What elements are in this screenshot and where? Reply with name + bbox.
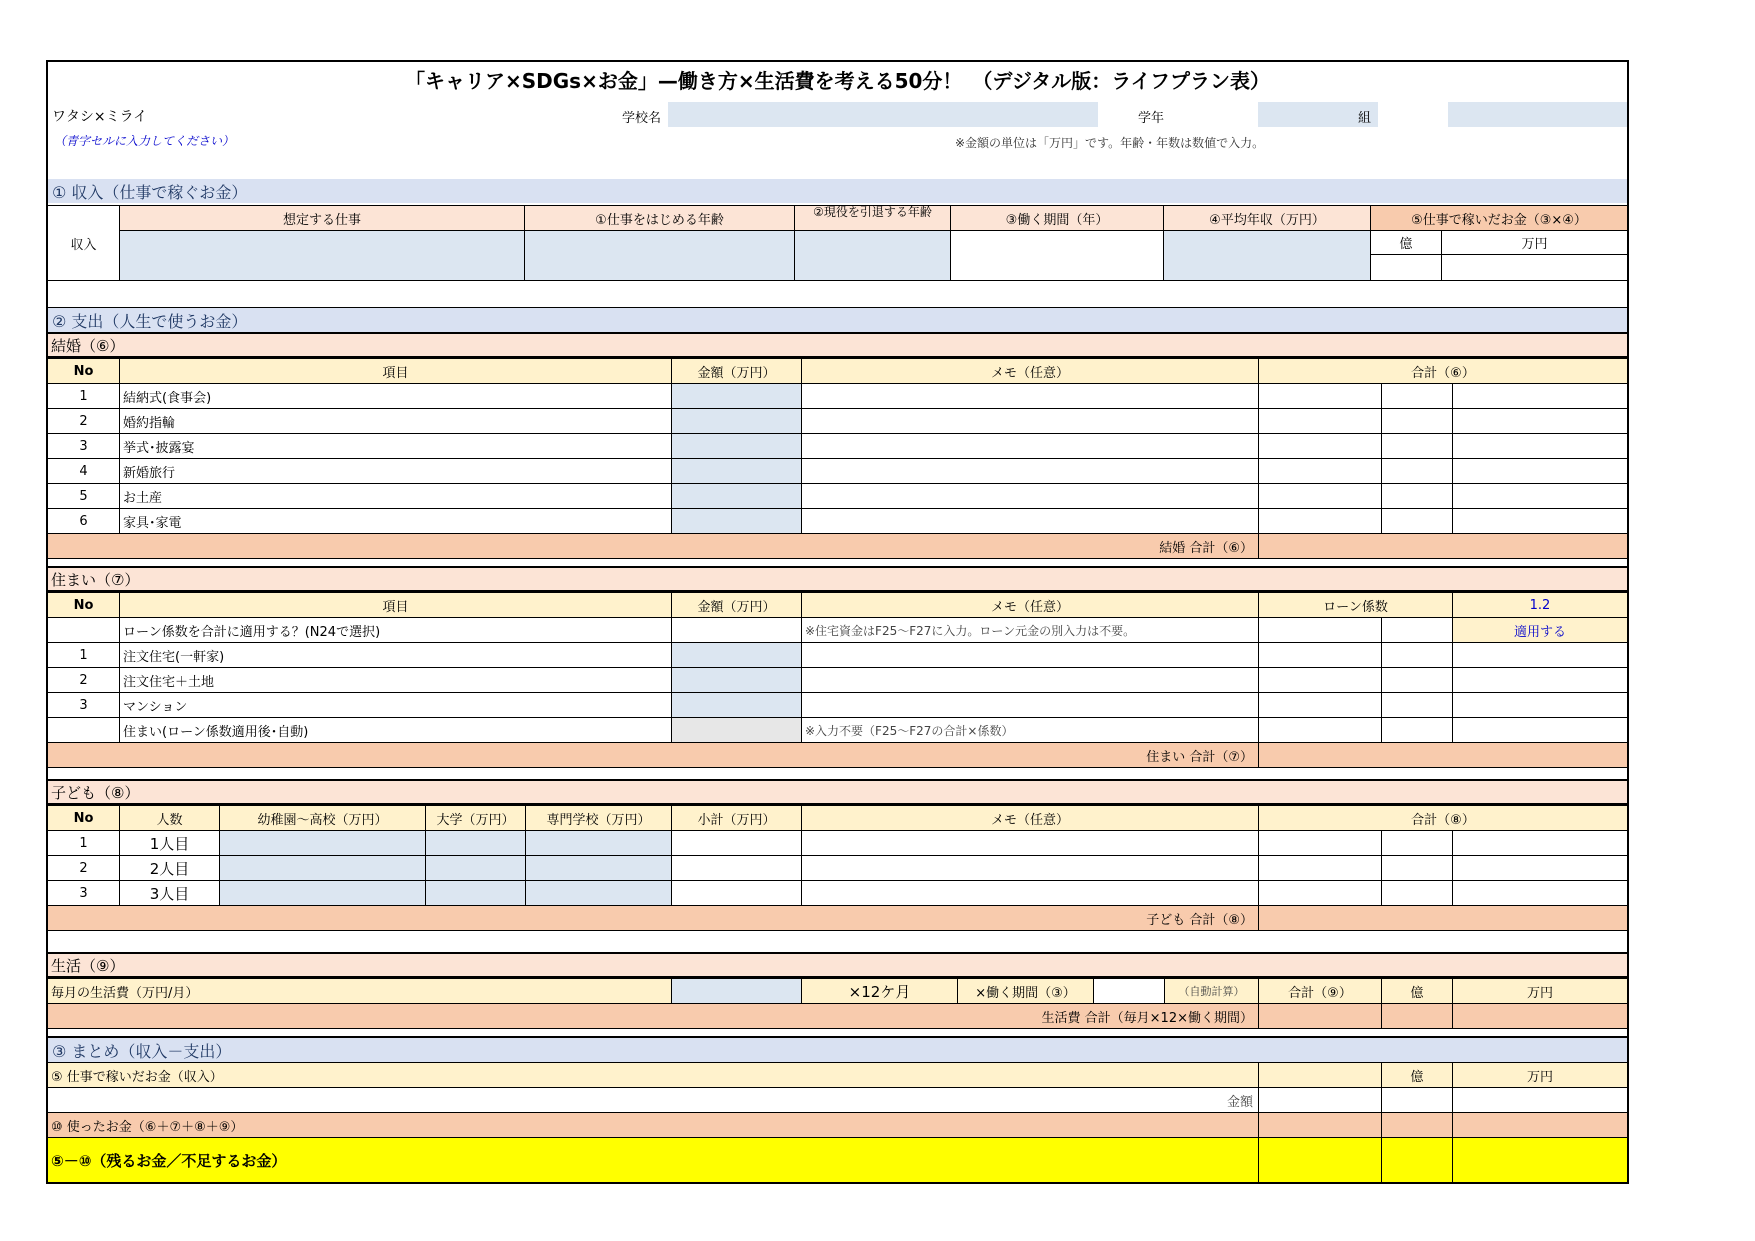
- marriage-row-no: 4: [48, 458, 120, 484]
- housing-row-item: 注文住宅(一軒家): [119, 642, 672, 668]
- summary-remain-manyen: [1452, 1137, 1627, 1182]
- children-row-no: 1: [48, 830, 120, 856]
- marriage-col-total: 合計（⑥）: [1258, 358, 1627, 384]
- start-age-input[interactable]: [524, 230, 795, 281]
- marriage-total-cell-a: [1258, 433, 1382, 459]
- children-row-count: 2人目: [119, 855, 220, 881]
- children-subtotal: [671, 830, 802, 856]
- children-row-no: 2: [48, 855, 120, 881]
- life-plan-sheet: [46, 60, 1629, 1184]
- brand-label: ワタシ×ミライ: [52, 109, 148, 125]
- univ-cost-input[interactable]: [425, 880, 526, 906]
- housing-title: 住まい（⑦）: [48, 566, 1627, 592]
- marriage-total-cell-a: [1258, 383, 1382, 409]
- marriage-total-cell-c: [1452, 433, 1627, 459]
- housing-auto-amount: [671, 717, 802, 743]
- children-cell-b: [1381, 855, 1453, 881]
- univ-cost-input[interactable]: [425, 830, 526, 856]
- marriage-memo-input[interactable]: [801, 508, 1259, 534]
- children-cell-a: [1258, 880, 1382, 906]
- housing-apply-cell-b: [1381, 617, 1453, 643]
- k12-cost-input[interactable]: [219, 855, 426, 881]
- living-total-label: 生活費 合計（毎月×12×働く期間）: [48, 1003, 1259, 1029]
- income-col-period: ③働く期間（年）: [950, 205, 1164, 231]
- living-title: 生活（⑨）: [48, 952, 1627, 978]
- housing-col-coef: ローン係数: [1258, 592, 1453, 618]
- marriage-title: 結婚（⑥）: [48, 332, 1627, 358]
- housing-col-item: 項目: [119, 592, 672, 618]
- children-cell-c: [1452, 880, 1627, 906]
- marriage-amount-input[interactable]: [671, 508, 802, 534]
- income-oku-label: 億: [1370, 230, 1442, 255]
- name-input[interactable]: [1448, 102, 1627, 127]
- income-col-start-age: ①仕事をはじめる年齢: [524, 205, 795, 231]
- children-total-value: [1258, 905, 1627, 931]
- children-row-count: 3人目: [119, 880, 220, 906]
- marriage-total-cell-b: [1381, 433, 1453, 459]
- housing-cell-b: [1381, 642, 1453, 668]
- summary-amount-label: 金額: [48, 1087, 1259, 1113]
- marriage-col-no: No: [48, 358, 120, 384]
- housing-col-memo: メモ（任意）: [801, 592, 1259, 618]
- housing-apply-amount: [671, 617, 802, 643]
- marriage-memo-input[interactable]: [801, 433, 1259, 459]
- marriage-total-cell-b: [1381, 458, 1453, 484]
- summary-spent-label: ⑩ 使ったお金（⑥＋⑦＋⑧＋⑨）: [48, 1112, 1259, 1138]
- summary-remain-a: [1258, 1137, 1382, 1182]
- work-period-value: [950, 230, 1164, 281]
- living-total-oku: [1381, 1003, 1453, 1029]
- loan-apply-select[interactable]: 適用する: [1452, 617, 1627, 643]
- housing-apply-no: [48, 617, 120, 643]
- children-cell-c: [1452, 830, 1627, 856]
- marriage-row-item: 新婚旅行: [119, 458, 672, 484]
- housing-auto-no: [48, 717, 120, 743]
- housing-cell-b: [1381, 692, 1453, 718]
- children-subtotal: [671, 855, 802, 881]
- vocational-cost-input[interactable]: [525, 880, 672, 906]
- housing-cell-a: [1258, 692, 1382, 718]
- housing-total-value: [1258, 742, 1627, 768]
- summary-remain-oku: [1381, 1137, 1453, 1182]
- marriage-total-cell-c: [1452, 408, 1627, 434]
- input-note: （青字セルに入力してください）: [54, 134, 235, 148]
- spacer-line: [48, 280, 1627, 308]
- housing-row-no: 2: [48, 667, 120, 693]
- housing-auto-memo: ※入力不要（F25〜F27の合計×係数）: [801, 717, 1259, 743]
- marriage-total-cell-b: [1381, 483, 1453, 509]
- summary-spent-oku: [1381, 1112, 1453, 1138]
- marriage-amount-input[interactable]: [671, 383, 802, 409]
- marriage-row-item: 婚約指輪: [119, 408, 672, 434]
- retire-age-input[interactable]: [794, 230, 951, 281]
- loan-coef-value[interactable]: 1.2: [1452, 592, 1627, 618]
- children-subtotal: [671, 880, 802, 906]
- housing-cell-a: [1258, 642, 1382, 668]
- marriage-total-label: 結婚 合計（⑥）: [48, 533, 1259, 559]
- income-col-earned: ⑤仕事で稼いだお金（③×④）: [1370, 205, 1627, 231]
- marriage-row-no: 5: [48, 483, 120, 509]
- children-cell-a: [1258, 855, 1382, 881]
- housing-row-no: 1: [48, 642, 120, 668]
- marriage-amount-input[interactable]: [671, 408, 802, 434]
- marriage-total-cell-a: [1258, 483, 1382, 509]
- summary-amount-manyen: [1452, 1087, 1627, 1113]
- school-input[interactable]: [668, 102, 1098, 127]
- marriage-memo-input[interactable]: [801, 383, 1259, 409]
- children-col-vocational: 専門学校（万円）: [525, 805, 672, 831]
- children-memo-input[interactable]: [801, 830, 1259, 856]
- marriage-row-item: お土産: [119, 483, 672, 509]
- income-col-retire-age: ②現役を引退する年齢: [794, 205, 951, 231]
- marriage-total-cell-c: [1452, 483, 1627, 509]
- summary-earned-label: ⑤ 仕事で稼いだお金（収入）: [48, 1062, 1259, 1088]
- summary-oku-label: 億: [1381, 1062, 1453, 1088]
- living-oku-label: 億: [1381, 978, 1453, 1004]
- children-cell-b: [1381, 880, 1453, 906]
- children-title: 子ども（⑧）: [48, 779, 1627, 805]
- summary-spent-manyen: [1452, 1112, 1627, 1138]
- monthly-living-input[interactable]: [671, 978, 802, 1004]
- housing-row-item: 注文住宅＋土地: [119, 667, 672, 693]
- housing-auto-item: 住まい(ローン係数適用後･自動): [119, 717, 672, 743]
- marriage-amount-input[interactable]: [671, 458, 802, 484]
- marriage-total-cell-c: [1452, 508, 1627, 534]
- income-manyen-label: 万円: [1441, 230, 1627, 255]
- summary-remain-label: ⑤－⑩（残るお金／不足するお金）: [48, 1137, 1259, 1182]
- marriage-total-cell-a: [1258, 408, 1382, 434]
- housing-auto-cell-a: [1258, 717, 1382, 743]
- marriage-col-memo: メモ（任意）: [801, 358, 1259, 384]
- summary-section-title: ③ まとめ（収入－支出）: [48, 1038, 1627, 1062]
- housing-auto-cell-b: [1381, 717, 1453, 743]
- marriage-amount-input[interactable]: [671, 483, 802, 509]
- summary-spent-a: [1258, 1112, 1382, 1138]
- housing-cell-c: [1452, 692, 1627, 718]
- school-label: 学校名: [622, 111, 662, 126]
- income-col-job: 想定する仕事: [119, 205, 525, 231]
- marriage-row-item: 挙式･披露宴: [119, 433, 672, 459]
- grade-label: 学年: [1138, 111, 1165, 126]
- children-col-univ: 大学（万円）: [425, 805, 526, 831]
- marriage-total-cell-a: [1258, 458, 1382, 484]
- children-row-no: 3: [48, 880, 120, 906]
- summary-manyen-label: 万円: [1452, 1062, 1627, 1088]
- children-col-subtotal: 小計（万円）: [671, 805, 802, 831]
- housing-cell-c: [1452, 667, 1627, 693]
- income-oku-value: [1370, 254, 1442, 281]
- living-sum-label: 合計（⑨）: [1258, 978, 1382, 1004]
- marriage-row-item: 家具･家電: [119, 508, 672, 534]
- children-memo-input[interactable]: [801, 855, 1259, 881]
- marriage-memo-input[interactable]: [801, 458, 1259, 484]
- k12-cost-input[interactable]: [219, 880, 426, 906]
- housing-cell-a: [1258, 667, 1382, 693]
- marriage-memo-input[interactable]: [801, 408, 1259, 434]
- housing-row-item: マンション: [119, 692, 672, 718]
- housing-amount-input[interactable]: [671, 692, 802, 718]
- marriage-row-item: 結納式(食事会): [119, 383, 672, 409]
- marriage-col-amount: 金額（万円）: [671, 358, 802, 384]
- x12-label: ×12ケ月: [801, 978, 958, 1004]
- marriage-total-cell-b: [1381, 508, 1453, 534]
- expense-section-title: ② 支出（人生で使うお金）: [48, 308, 1627, 332]
- living-manyen-label: 万円: [1452, 978, 1627, 1004]
- housing-cell-b: [1381, 667, 1453, 693]
- housing-total-label: 住まい 合計（⑦）: [48, 742, 1259, 768]
- income-row-label: 収入: [48, 205, 120, 281]
- children-cell-a: [1258, 830, 1382, 856]
- housing-apply-memo: ※住宅資金はF25〜F27に入力。ローン元金の別入力は不要。: [801, 617, 1259, 643]
- housing-amount-input[interactable]: [671, 667, 802, 693]
- children-total-label: 子ども 合計（⑧）: [48, 905, 1259, 931]
- job-input[interactable]: [119, 230, 525, 281]
- class-label: 組: [1358, 111, 1372, 126]
- housing-memo-input[interactable]: [801, 642, 1259, 668]
- marriage-memo-input[interactable]: [801, 483, 1259, 509]
- housing-cell-c: [1452, 642, 1627, 668]
- marriage-row-no: 3: [48, 433, 120, 459]
- children-col-memo: メモ（任意）: [801, 805, 1259, 831]
- marriage-row-no: 1: [48, 383, 120, 409]
- children-cell-b: [1381, 830, 1453, 856]
- period-value: [1093, 978, 1165, 1004]
- summary-earned-a: [1258, 1062, 1382, 1088]
- summary-amount-a: [1258, 1087, 1382, 1113]
- housing-memo-input[interactable]: [801, 667, 1259, 693]
- monthly-living-label: 毎月の生活費（万円/月）: [48, 978, 672, 1004]
- children-col-total: 合計（⑧）: [1258, 805, 1627, 831]
- period-label: ×働く期間（③）: [957, 978, 1094, 1004]
- housing-col-no: No: [48, 592, 120, 618]
- marriage-col-item: 項目: [119, 358, 672, 384]
- housing-row-no: 3: [48, 692, 120, 718]
- income-col-avg: ④平均年収（万円）: [1163, 205, 1371, 231]
- housing-col-amount: 金額（万円）: [671, 592, 802, 618]
- marriage-total-value: [1258, 533, 1627, 559]
- housing-auto-cell-c: [1452, 717, 1627, 743]
- summary-amount-oku: [1381, 1087, 1453, 1113]
- living-total-manyen: [1452, 1003, 1627, 1029]
- income-manyen-value: [1441, 254, 1627, 281]
- marriage-row-no: 2: [48, 408, 120, 434]
- income-section-title: ① 収入（仕事で稼ぐお金）: [48, 179, 1627, 203]
- marriage-total-cell-a: [1258, 508, 1382, 534]
- children-col-k12: 幼稚園〜高校（万円）: [219, 805, 426, 831]
- housing-apply-cell-a: [1258, 617, 1382, 643]
- children-cell-c: [1452, 855, 1627, 881]
- k12-cost-input[interactable]: [219, 830, 426, 856]
- vocational-cost-input[interactable]: [525, 855, 672, 881]
- sheet-title: 「キャリア×SDGs×お金」—働き方×生活費を考える50分！ （デジタル版：ライフプラン表）: [404, 68, 1271, 93]
- univ-cost-input[interactable]: [425, 855, 526, 881]
- marriage-total-cell-c: [1452, 458, 1627, 484]
- children-row-count: 1人目: [119, 830, 220, 856]
- marriage-total-cell-c: [1452, 383, 1627, 409]
- children-col-count: 人数: [119, 805, 220, 831]
- marriage-total-cell-b: [1381, 383, 1453, 409]
- living-total-a: [1258, 1003, 1382, 1029]
- avg-income-input[interactable]: [1163, 230, 1371, 281]
- marriage-row-no: 6: [48, 508, 120, 534]
- children-memo-input[interactable]: [801, 880, 1259, 906]
- children-col-no: No: [48, 805, 120, 831]
- housing-amount-input[interactable]: [671, 642, 802, 668]
- unit-note: ※金額の単位は「万円」です。年齢・年数は数値で入力。: [955, 136, 1265, 150]
- housing-memo-input[interactable]: [801, 692, 1259, 718]
- marriage-amount-input[interactable]: [671, 433, 802, 459]
- vocational-cost-input[interactable]: [525, 830, 672, 856]
- auto-calc-label: （自動計算）: [1164, 978, 1259, 1004]
- marriage-total-cell-b: [1381, 408, 1453, 434]
- housing-apply-question: ローン係数を合計に適用する？(N24で選択): [119, 617, 672, 643]
